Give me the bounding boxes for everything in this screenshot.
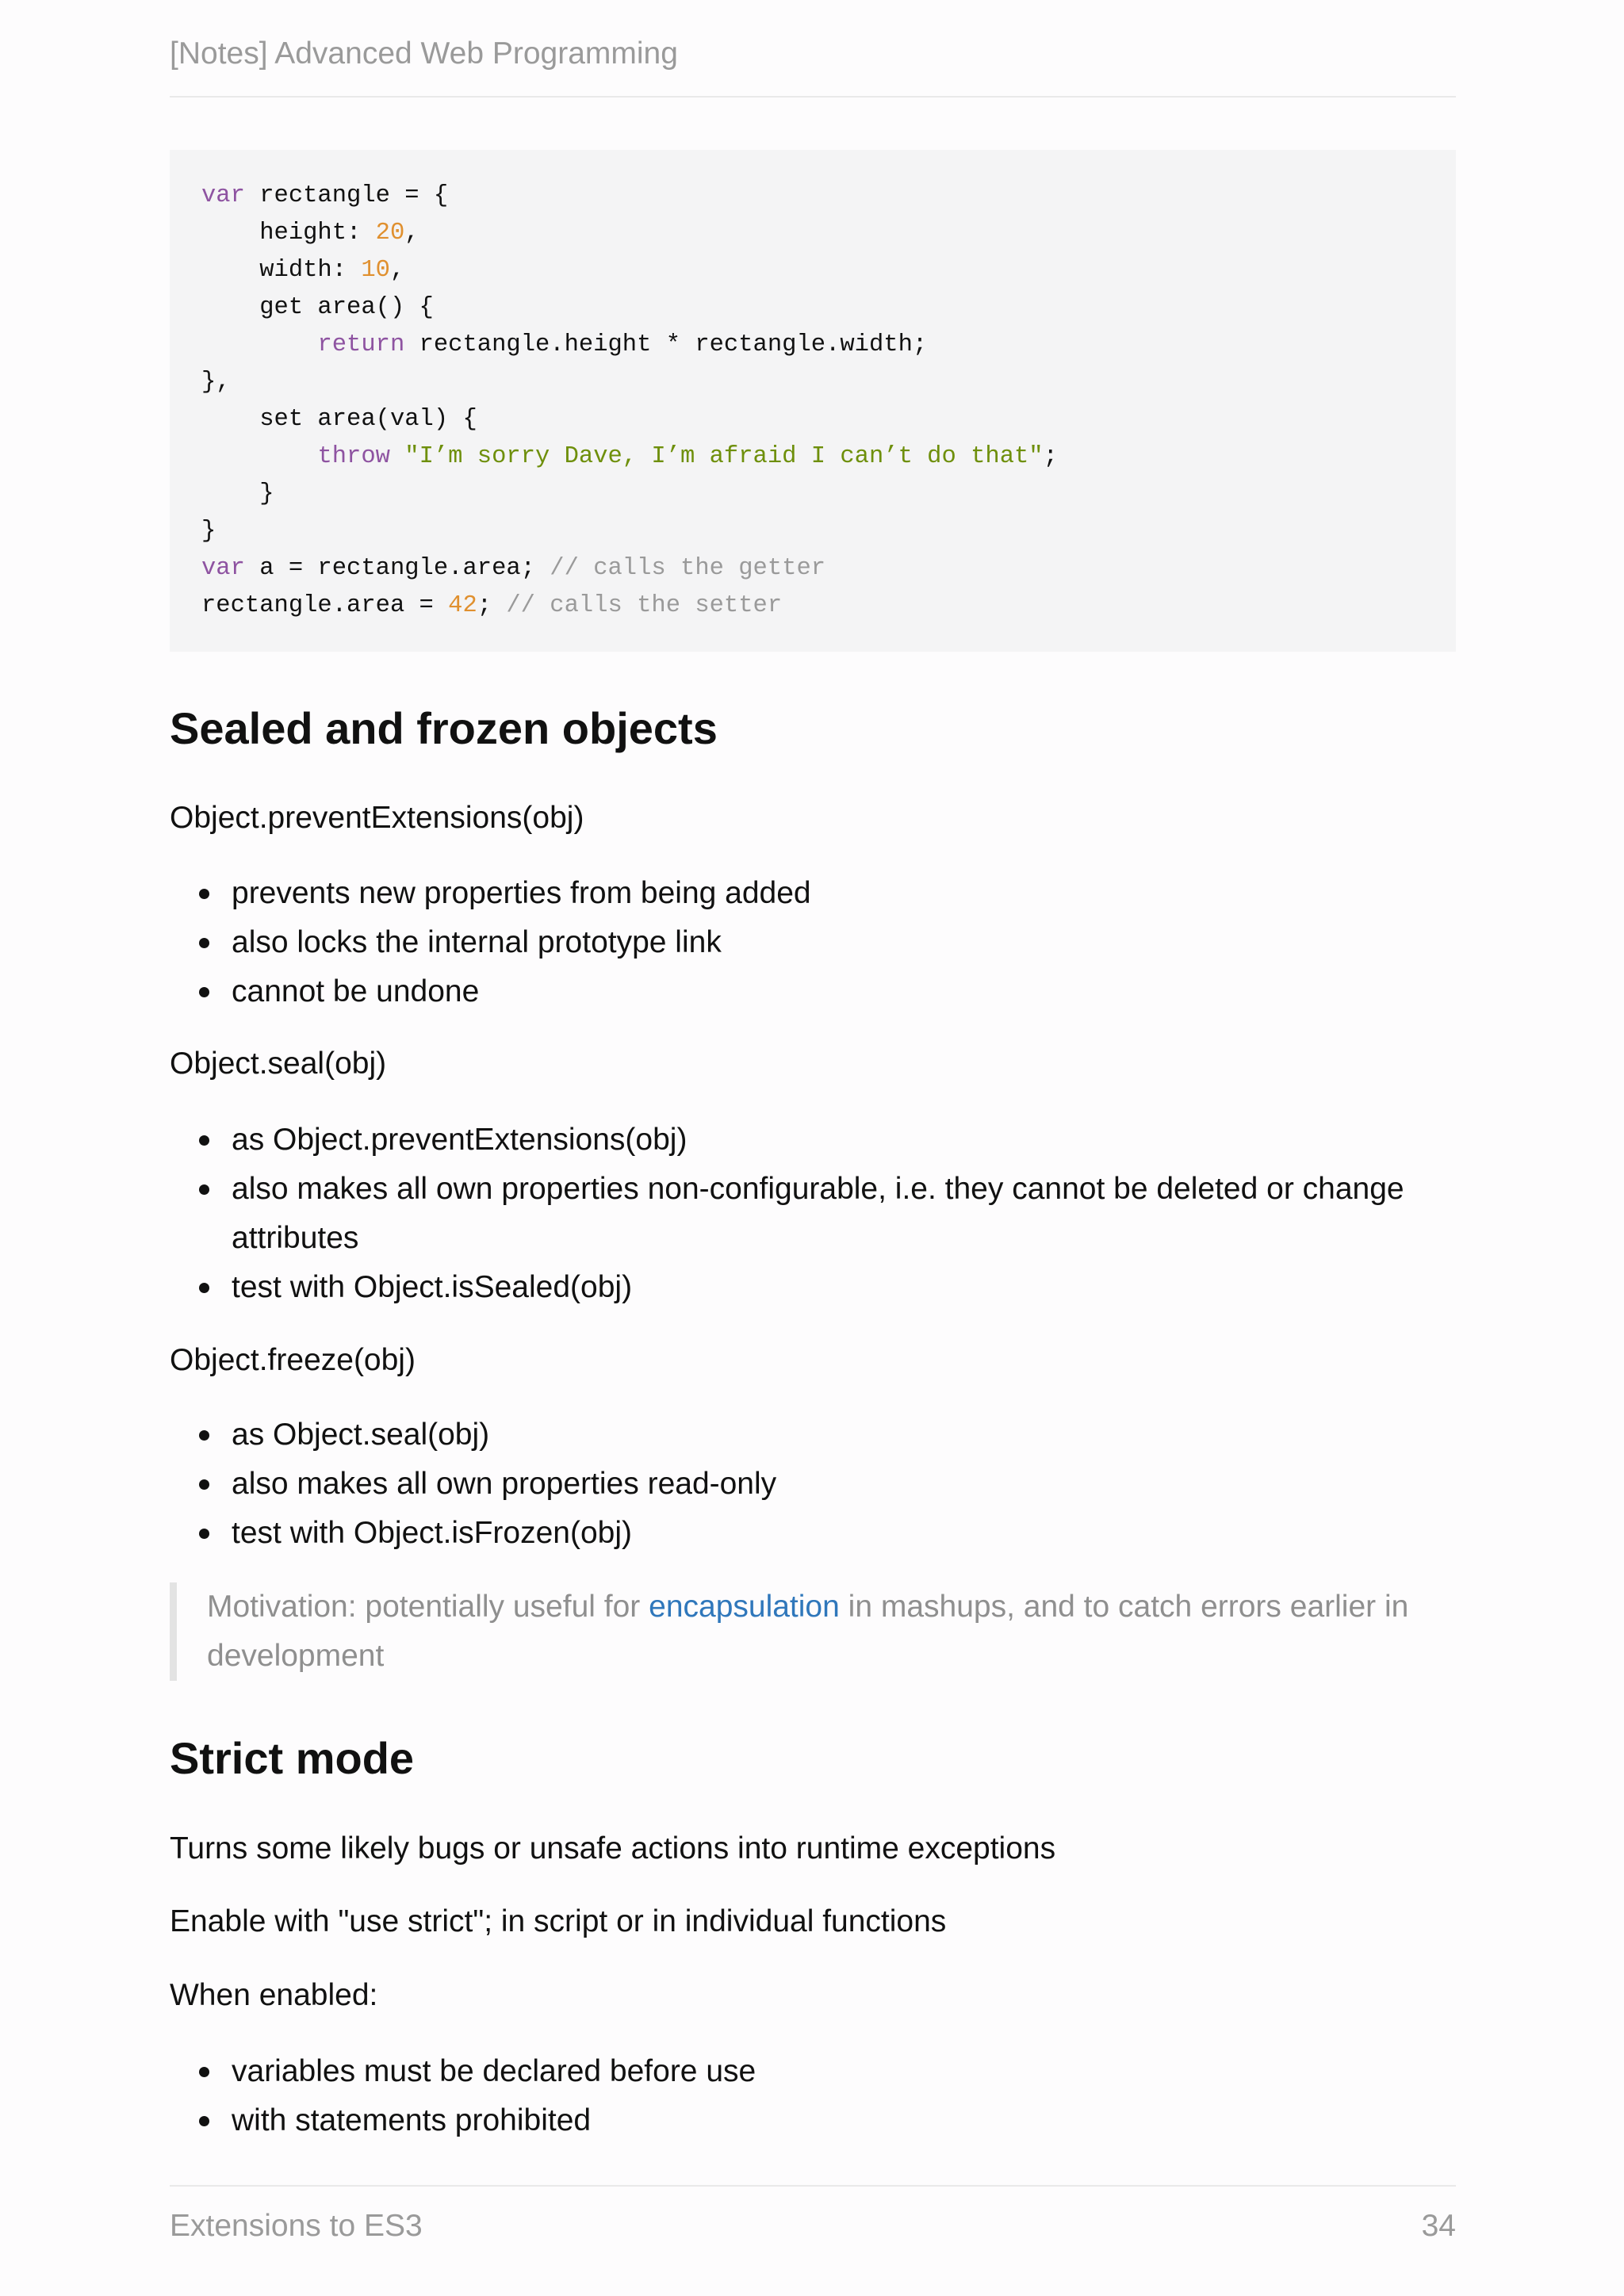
list-item: cannot be undone <box>170 967 1456 1016</box>
freeze-title: Object.freeze(obj) <box>170 1343 416 1377</box>
code-token: var <box>201 555 245 582</box>
code-token: // calls the getter <box>550 555 826 582</box>
seal-list <box>170 1115 1456 1312</box>
prevent-extensions-list <box>170 869 1456 1016</box>
page-number: 34 <box>1421 2209 1456 2243</box>
list-item: test with Object.isFrozen(obj) <box>170 1509 1456 1558</box>
strict-when-enabled: When enabled: <box>170 1978 378 2012</box>
running-header: [Notes] Advanced Web Programming <box>170 36 678 71</box>
code-line <box>201 438 1424 476</box>
footer-section-name: Extensions to ES3 <box>170 2209 423 2243</box>
code-token: } <box>201 518 216 545</box>
strict-list <box>170 2047 1456 2145</box>
code-line <box>201 178 1424 215</box>
code-line <box>201 401 1424 438</box>
list-item: as Object.seal(obj) <box>170 1410 1456 1460</box>
code-token <box>201 443 317 470</box>
quote-text-after: in mashups, and to catch errors earlier in development <box>207 1590 1409 1673</box>
freeze-list <box>170 1410 1456 1558</box>
code-token: ; <box>477 592 507 619</box>
footer-divider <box>170 2185 1456 2187</box>
list-item: variables must be declared before use <box>170 2047 1456 2096</box>
list-item: also makes all own properties read-only <box>170 1460 1456 1509</box>
code-token: rectangle = { <box>244 182 449 209</box>
code-token: , <box>404 220 419 247</box>
code-token: 20 <box>375 220 405 247</box>
code-token: set area(val) { <box>201 406 477 433</box>
code-token: , <box>389 257 405 284</box>
code-line <box>201 364 1424 401</box>
code-token: height: <box>201 220 376 247</box>
encapsulation-link[interactable]: encapsulation <box>649 1590 840 1624</box>
code-line <box>201 215 1424 252</box>
code-block <box>170 150 1456 652</box>
code-token: }, <box>201 369 231 396</box>
list-item: also makes all own properties non-configurable, i.e. they cannot be deleted or change attributes <box>170 1165 1456 1263</box>
code-token: rectangle.height * rectangle.width; <box>404 331 928 358</box>
code-line <box>201 550 1424 587</box>
strict-description: Turns some likely bugs or unsafe actions into runtime exceptions <box>170 1831 1056 1866</box>
code-token: ; <box>1043 443 1058 470</box>
code-token: rectangle.area = <box>201 592 449 619</box>
code-token: "I’m sorry Dave, I’m afraid I can’t do that" <box>404 443 1044 470</box>
code-token: 10 <box>361 257 390 284</box>
code-line <box>201 252 1424 289</box>
code-token: throw <box>317 443 390 470</box>
code-line <box>201 587 1424 625</box>
code-line <box>201 289 1424 327</box>
list-item: with statements prohibited <box>170 2096 1456 2145</box>
code-token: var <box>201 182 245 209</box>
code-token <box>201 331 317 358</box>
strict-enable: Enable with "use strict"; in script or in individual functions <box>170 1904 947 1938</box>
section-heading-sealed: Sealed and frozen objects <box>170 703 718 753</box>
code-line <box>201 513 1424 550</box>
code-line <box>201 327 1424 364</box>
header-divider <box>170 96 1456 98</box>
code-token: a = rectangle.area; <box>244 555 550 582</box>
prevent-extensions-title: Object.preventExtensions(obj) <box>170 801 584 835</box>
list-item: as Object.preventExtensions(obj) <box>170 1115 1456 1165</box>
code-line <box>201 476 1424 513</box>
code-token: } <box>201 480 274 507</box>
list-item: prevents new properties from being added <box>170 869 1456 918</box>
code-token: 42 <box>448 592 477 619</box>
seal-title: Object.seal(obj) <box>170 1047 387 1081</box>
code-token: get area() { <box>201 294 434 321</box>
code-token: return <box>317 331 405 358</box>
quote-text-before: Motivation: potentially useful for <box>207 1590 649 1624</box>
code-token: // calls the setter <box>506 592 783 619</box>
code-token <box>390 443 404 470</box>
code-token: width: <box>201 257 362 284</box>
section-heading-strict: Strict mode <box>170 1733 415 1783</box>
motivation-blockquote <box>170 1582 1456 1681</box>
list-item: test with Object.isSealed(obj) <box>170 1263 1456 1312</box>
list-item: also locks the internal prototype link <box>170 918 1456 967</box>
